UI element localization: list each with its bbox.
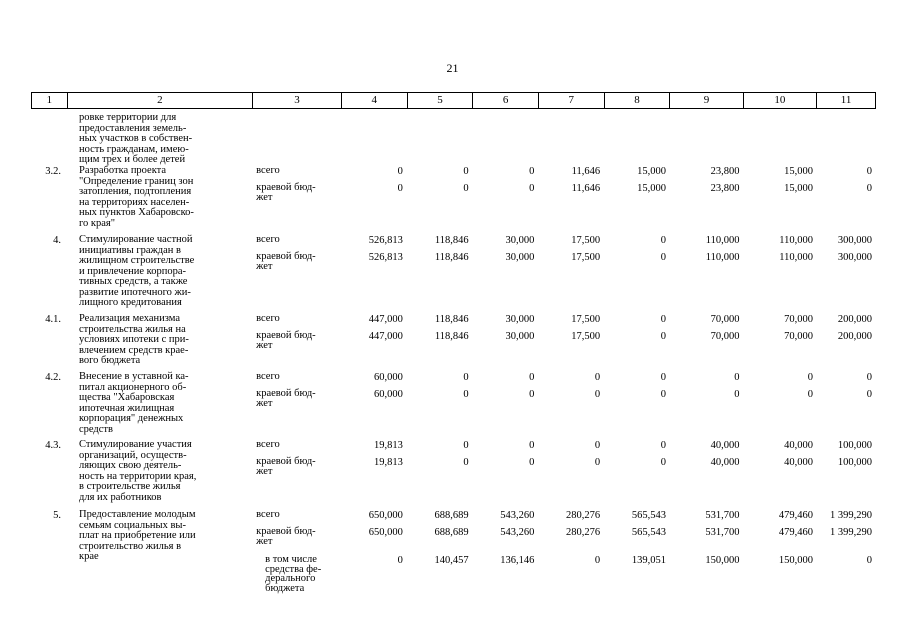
value-column-7 [538, 372, 604, 435]
value-cell: 650,000 [368, 510, 403, 521]
funding-sources [252, 166, 341, 229]
header-cell-10: 10 [743, 93, 816, 108]
value-cell: 0 [660, 457, 666, 468]
value-column-9 [670, 113, 744, 166]
row-name: Стимулирование участия организаций, осуществ- ляющих свою деятель- ность на территории края, в строительстве жилья для их работников [78, 439, 197, 503]
value-cell: 688,689 [434, 527, 469, 538]
value-cell: 0 [660, 440, 666, 451]
value-cell: 23,800 [710, 183, 740, 194]
value-cell: 200,000 [837, 314, 872, 325]
row-name: Предоставление молодым семьям социальных вы- плат на приобретение или строительство жилья в крае [78, 509, 196, 562]
header-cell-6: 6 [472, 93, 538, 108]
value-column-5 [407, 314, 473, 367]
value-cell: 11,646 [571, 183, 601, 194]
value-cell: 0 [660, 372, 666, 383]
table-row [31, 509, 876, 594]
value-cell: 0 [463, 457, 469, 468]
value-cell: 140,457 [434, 555, 469, 566]
value-cell: 531,700 [705, 527, 740, 538]
header-cell-2: 2 [67, 93, 252, 108]
value-column-6 [473, 235, 539, 309]
value-cell: 0 [594, 555, 601, 566]
value-cell: 479,460 [778, 510, 813, 521]
value-cell: 150,000 [705, 555, 740, 566]
value-cell: 30,000 [505, 331, 535, 342]
value-column-8 [604, 510, 670, 566]
row-name: Разработка проекта "Определение границ зон затопления, подтопления на территориях населен- ных пунктов Хабаровско- го края" [78, 165, 194, 229]
value-cell: 0 [866, 389, 872, 400]
row-name: Внесение в уставной ка- питал акционерного об- щества "Хабаровская ипотечная жилищная корпорация" денежных средств [78, 371, 189, 435]
table-row [31, 314, 876, 367]
value-cell: 531,700 [705, 510, 740, 521]
value-cell: 40,000 [784, 440, 813, 451]
value-column-10 [743, 166, 817, 229]
value-column-8 [604, 113, 670, 166]
value-column-5 [407, 440, 473, 503]
value-cell: 0 [529, 389, 535, 400]
value-column-5 [407, 510, 473, 566]
value-cell: 17,500 [571, 235, 601, 246]
funding-sources [252, 509, 341, 594]
value-cell: 136,146 [500, 555, 535, 566]
value-column-7 [538, 235, 604, 309]
value-cell: 23,800 [710, 166, 740, 177]
value-cell: 0 [463, 389, 469, 400]
funding-source-label: краевой бюд- жет [256, 456, 316, 477]
row-number [31, 113, 66, 166]
value-cell: 0 [529, 457, 535, 468]
value-cell: 118,846 [434, 314, 469, 325]
value-cell: 0 [594, 440, 601, 451]
value-cell: 280,276 [566, 510, 601, 521]
funding-source-label: всего [256, 439, 280, 450]
value-column-10 [743, 440, 817, 503]
value-column-6 [473, 372, 539, 435]
value-column-7 [538, 166, 604, 229]
header-cell-9: 9 [669, 93, 742, 108]
value-cell: 118,846 [434, 235, 469, 246]
value-column-10 [743, 510, 817, 566]
value-column-9 [670, 166, 744, 229]
value-cell: 40,000 [710, 457, 740, 468]
value-cell: 565,543 [631, 510, 666, 521]
value-column-9 [670, 440, 744, 503]
funding-sources [252, 113, 341, 166]
value-cell: 139,051 [631, 555, 666, 566]
header-cell-4: 4 [341, 93, 407, 108]
value-cell: 0 [660, 331, 666, 342]
value-column-6 [473, 113, 539, 166]
header-cell-3: 3 [252, 93, 341, 108]
funding-sources [252, 314, 341, 367]
value-cell: 17,500 [571, 331, 601, 342]
funding-sources [252, 440, 341, 503]
value-cell: 0 [660, 314, 666, 325]
value-cell: 650,000 [368, 527, 403, 538]
value-cell: 0 [866, 555, 872, 566]
funding-source-label: всего [256, 371, 280, 382]
funding-source-label: в том числе средства фе- дерального бюджета [265, 554, 322, 594]
value-cell: 0 [734, 372, 740, 383]
value-cell: 0 [463, 166, 469, 177]
value-cell: 15,000 [784, 183, 813, 194]
funding-source-label: всего [256, 234, 280, 245]
value-cell: 118,846 [434, 252, 469, 263]
value-cell: 0 [397, 555, 403, 566]
value-cell: 150,000 [778, 555, 813, 566]
value-cell: 60,000 [374, 389, 403, 400]
value-column-4 [341, 440, 407, 503]
value-cell: 1 399,290 [829, 510, 872, 521]
row-name: Реализация механизма строительства жилья на условиях ипотеки с при- влечением средств крае- вого бюджета [78, 313, 189, 366]
value-cell: 0 [660, 235, 666, 246]
value-cell: 0 [807, 372, 813, 383]
value-column-10 [743, 113, 817, 166]
value-cell: 0 [463, 372, 469, 383]
value-cell: 526,813 [368, 252, 403, 263]
value-column-11 [817, 372, 876, 435]
value-cell: 0 [866, 372, 872, 383]
value-column-8 [604, 314, 670, 367]
value-cell: 1 399,290 [829, 527, 872, 538]
value-cell: 15,000 [637, 166, 666, 177]
value-cell: 40,000 [784, 457, 813, 468]
page-number: 21 [446, 61, 459, 75]
value-column-11 [817, 166, 876, 229]
value-cell: 280,276 [566, 527, 601, 538]
value-column-9 [670, 235, 744, 309]
value-cell: 543,260 [500, 527, 535, 538]
table-row [31, 235, 876, 309]
value-cell: 526,813 [368, 235, 403, 246]
value-cell: 110,000 [705, 252, 740, 263]
funding-source-label: краевой бюд- жет [256, 330, 316, 351]
table-row [31, 372, 876, 435]
value-column-9 [670, 314, 744, 367]
value-column-10 [743, 372, 817, 435]
funding-source-label: краевой бюд- жет [256, 388, 316, 409]
value-cell: 0 [660, 389, 666, 400]
value-cell: 0 [529, 183, 535, 194]
value-cell: 0 [397, 166, 403, 177]
value-cell: 110,000 [779, 235, 813, 246]
funding-source-label: краевой бюд- жет [256, 182, 316, 203]
value-column-4 [341, 372, 407, 435]
header-cell-7: 7 [538, 93, 604, 108]
value-cell: 0 [529, 372, 535, 383]
header-cell-8: 8 [604, 93, 670, 108]
row-number: 4.1. [45, 314, 61, 325]
value-column-4 [341, 510, 407, 566]
value-cell: 0 [594, 372, 601, 383]
value-cell: 70,000 [710, 314, 740, 325]
value-cell: 70,000 [784, 314, 813, 325]
value-column-4 [341, 166, 407, 229]
value-cell: 688,689 [434, 510, 469, 521]
value-cell: 565,543 [631, 527, 666, 538]
value-cell: 100,000 [837, 440, 872, 451]
row-name: ровке территории для предоставления земель- ных участков в собствен- ность гражданам, имею- щим трех и более детей [78, 112, 193, 165]
row-number: 5. [53, 510, 61, 521]
value-column-4 [341, 235, 407, 309]
value-column-10 [743, 235, 817, 309]
value-column-9 [670, 510, 744, 566]
value-cell: 0 [594, 457, 601, 468]
table-row [31, 113, 876, 166]
row-number: 4.2. [45, 372, 61, 383]
funding-sources [252, 372, 341, 435]
funding-source-label: краевой бюд- жет [256, 526, 316, 547]
table-row [31, 166, 876, 229]
funding-sources [252, 235, 341, 309]
value-column-7 [538, 510, 604, 566]
value-column-11 [817, 510, 876, 566]
value-cell: 200,000 [837, 331, 872, 342]
value-column-9 [670, 372, 744, 435]
value-cell: 0 [529, 166, 535, 177]
value-cell: 479,460 [778, 527, 813, 538]
value-column-11 [817, 440, 876, 503]
value-column-5 [407, 166, 473, 229]
value-cell: 30,000 [505, 252, 535, 263]
value-column-8 [604, 166, 670, 229]
value-column-6 [473, 510, 539, 566]
value-column-6 [473, 440, 539, 503]
funding-source-label: всего [256, 509, 280, 520]
value-cell: 0 [594, 389, 601, 400]
value-cell: 40,000 [710, 440, 740, 451]
value-column-11 [817, 113, 876, 166]
value-cell: 19,813 [374, 457, 403, 468]
row-name: Стимулирование частной инициативы граждан в жилищном строительстве и привлечение корпора- тивных средств, а также развитие ипотечного жи- лищного кредитования [78, 234, 195, 308]
value-cell: 100,000 [837, 457, 872, 468]
value-cell: 0 [807, 389, 813, 400]
value-column-10 [743, 314, 817, 367]
value-cell: 0 [660, 252, 666, 263]
value-column-5 [407, 372, 473, 435]
value-cell: 11,646 [571, 166, 601, 177]
value-cell: 0 [529, 440, 535, 451]
row-number: 4.3. [45, 440, 61, 451]
value-cell: 30,000 [505, 235, 535, 246]
header-cell-5: 5 [407, 93, 473, 108]
value-cell: 110,000 [779, 252, 813, 263]
value-column-8 [604, 372, 670, 435]
value-column-7 [538, 314, 604, 367]
value-column-11 [817, 235, 876, 309]
value-cell: 70,000 [784, 331, 813, 342]
value-cell: 70,000 [710, 331, 740, 342]
header-cell-11: 11 [816, 93, 875, 108]
value-column-11 [817, 314, 876, 367]
value-cell: 0 [866, 183, 872, 194]
value-column-8 [604, 235, 670, 309]
value-column-6 [473, 314, 539, 367]
value-cell: 15,000 [784, 166, 813, 177]
row-number: 4. [53, 235, 61, 246]
value-column-5 [407, 235, 473, 309]
value-column-4 [341, 113, 407, 166]
value-cell: 0 [463, 183, 469, 194]
value-column-7 [538, 113, 604, 166]
value-column-8 [604, 440, 670, 503]
value-cell: 60,000 [374, 372, 403, 383]
value-column-6 [473, 166, 539, 229]
value-cell: 118,846 [434, 331, 469, 342]
value-cell: 447,000 [368, 314, 403, 325]
value-cell: 0 [397, 183, 403, 194]
value-cell: 300,000 [837, 252, 872, 263]
value-cell: 543,260 [500, 510, 535, 521]
value-cell: 110,000 [705, 235, 740, 246]
value-cell: 15,000 [637, 183, 666, 194]
value-column-5 [407, 113, 473, 166]
value-cell: 17,500 [571, 314, 601, 325]
value-cell: 0 [866, 166, 872, 177]
header-cell-1: 1 [46, 94, 53, 106]
row-number: 3.2. [45, 166, 61, 177]
table-row [31, 440, 876, 503]
value-cell: 0 [463, 440, 469, 451]
funding-source-label: всего [256, 165, 280, 176]
value-column-4 [341, 314, 407, 367]
funding-source-label: краевой бюд- жет [256, 251, 316, 272]
value-cell: 19,813 [374, 440, 403, 451]
value-cell: 300,000 [837, 235, 872, 246]
funding-source-label: всего [256, 313, 280, 324]
value-cell: 447,000 [368, 331, 403, 342]
value-cell: 17,500 [571, 252, 601, 263]
value-cell: 0 [734, 389, 740, 400]
value-column-7 [538, 440, 604, 503]
value-cell: 30,000 [505, 314, 535, 325]
table-header [31, 92, 876, 109]
